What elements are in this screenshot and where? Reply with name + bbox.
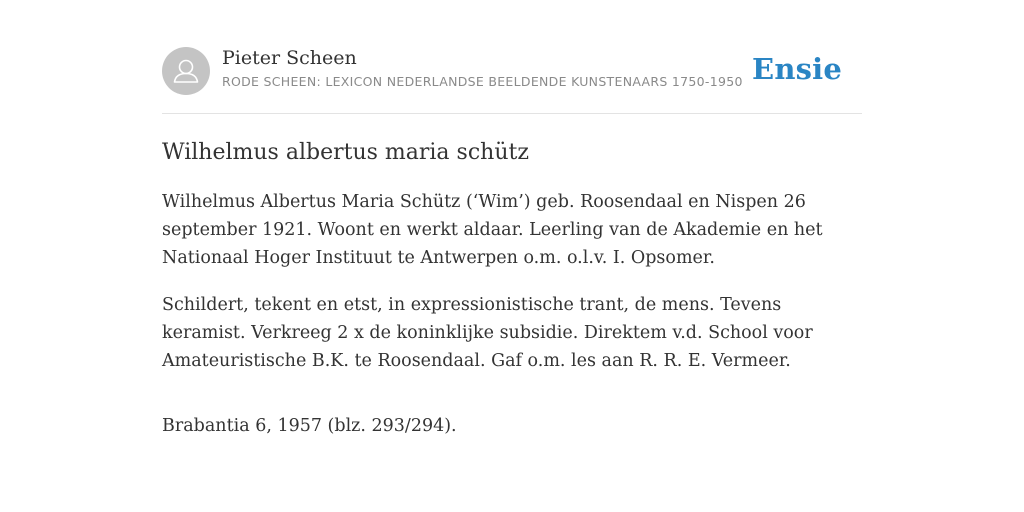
author-avatar[interactable] [162,47,210,95]
article-paragraph: Wilhelmus Albertus Maria Schütz (‘Wim’) geb. Roosendaal en Nispen 26 september 1921. Woont en werkt aldaar. Leerling van de Akademie en het Nationaal Hoger Instituut te Antwerpen o.m. o.l.v. I. Opsomer. [162,192,823,268]
article-card [162,46,862,459]
article-paragraph: Schildert, tekent en etst, in expressionistische trant, de mens. Tevens keramist. Verkreeg 2 x de koninklijke subsidie. Direktem v.d. School voor Amateuristische B.K. te Roosendaal. Gaf o.m. les aan R. R. E. Vermeer. [162,295,813,371]
article-reference: Brabantia 6, 1957 (blz. 293/294). [162,416,457,436]
page-title: Wilhelmus albertus maria schütz [162,140,529,165]
article-body [162,188,862,440]
user-placeholder-icon [162,47,210,95]
ensie-logo[interactable]: Ensie [752,52,842,86]
source-title[interactable]: RODE SCHEEN: LEXICON NEDERLANDSE BEELDENDE KUNSTENAARS 1750-1950 [222,74,743,89]
article-header [162,46,862,114]
author-name[interactable]: Pieter Scheen [222,47,357,69]
